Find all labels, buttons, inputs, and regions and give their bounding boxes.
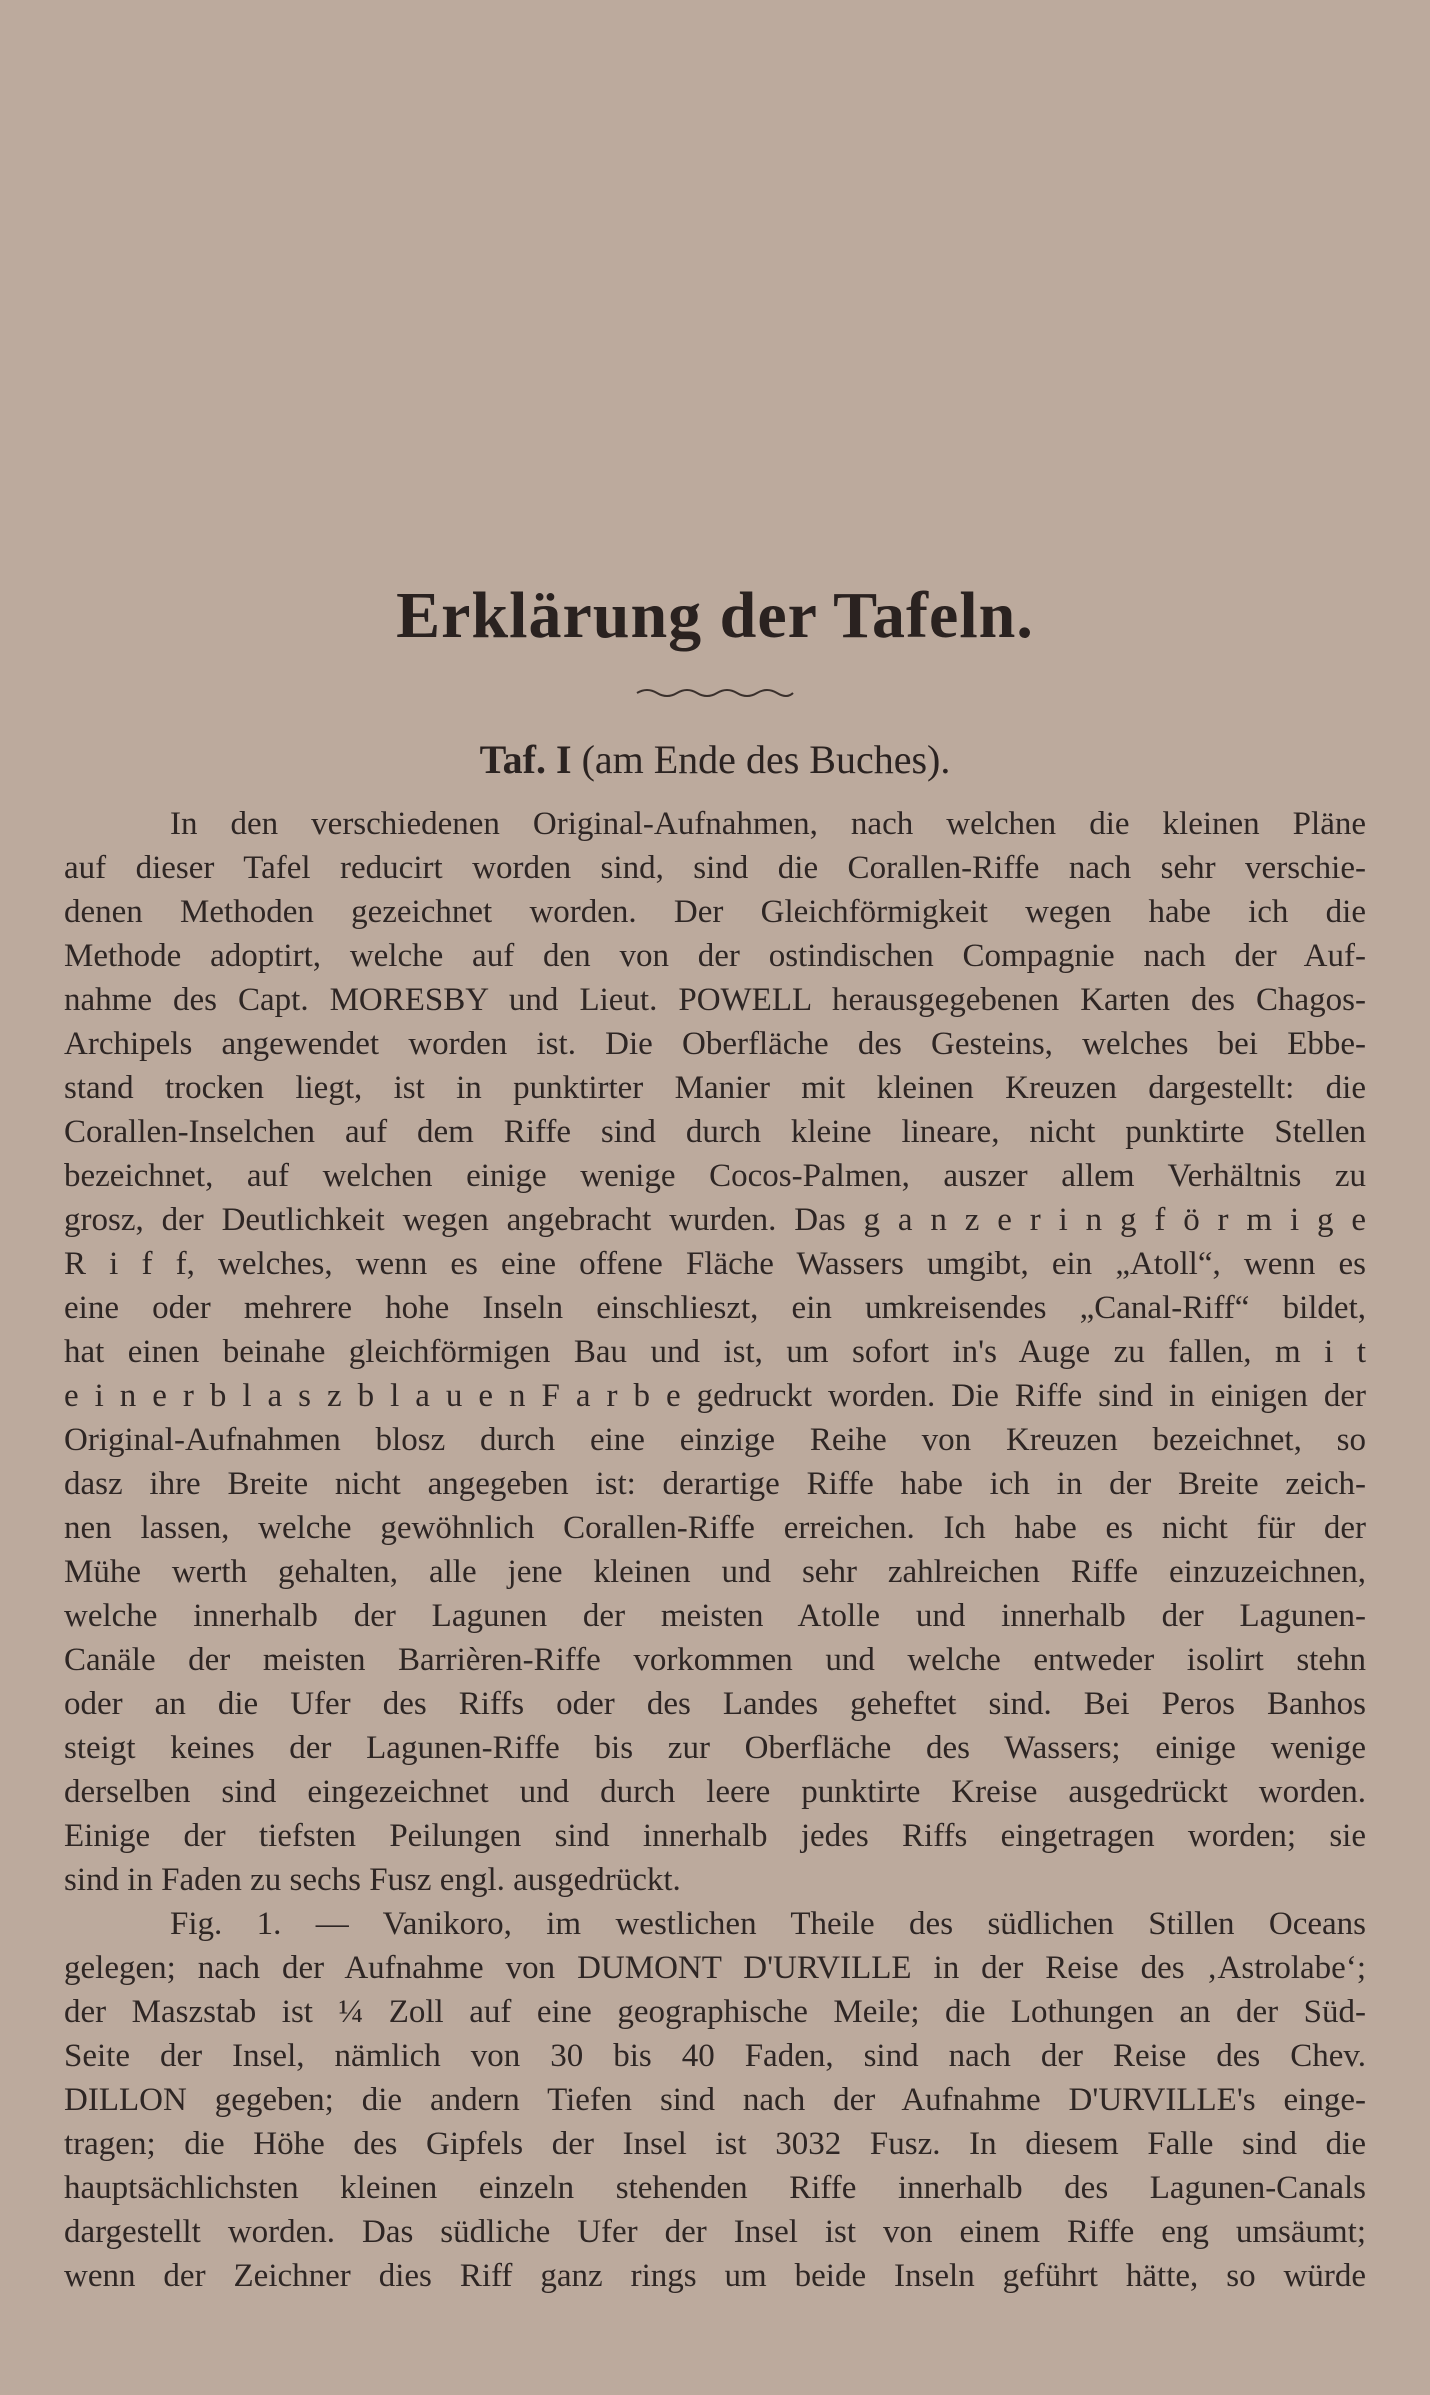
text-line: dargestellt worden. Das südliche Ufer der Insel ist von einem Riffe eng umsäumt; <box>64 2214 1366 2250</box>
text-line: oder an die Ufer des Riffs oder des Landes geheftet sind. Bei Peros Banhos <box>64 1686 1366 1722</box>
section-heading-label: Taf. I <box>479 737 572 782</box>
section-heading-note: (am Ende des Buches). <box>571 737 951 782</box>
text-line: tragen; die Höhe des Gipfels der Insel ist 3032 Fusz. In diesem Falle sind die <box>64 2126 1366 2162</box>
text-line: nen lassen, welche gewöhnlich Corallen-Riffe erreichen. Ich habe es nicht für der <box>64 1510 1366 1546</box>
text-line: Seite der Insel, nämlich von 30 bis 40 Faden, sind nach der Reise des Chev. <box>64 2038 1366 2074</box>
wavy-divider-icon <box>635 686 795 700</box>
text-line: e i n e r b l a s z b l a u e n F a r b e gedruckt worden. Die Riffe sind in einigen der <box>64 1378 1366 1414</box>
text-line: derselben sind eingezeichnet und durch leere punktirte Kreise ausgedrückt worden. <box>64 1774 1366 1810</box>
text-line: dasz ihre Breite nicht angegeben ist: derartige Riffe habe ich in der Breite zeich- <box>64 1466 1366 1502</box>
text-line: R i f f, welches, wenn es eine offene Fläche Wassers umgibt, ein „Atoll“, wenn es <box>64 1246 1366 1282</box>
text-line: auf dieser Tafel reducirt worden sind, sind die Corallen-Riffe nach sehr verschie- <box>64 850 1366 886</box>
text-line: Fig. 1. — Vanikoro, im westlichen Theile des südlichen Stillen Oceans <box>170 1906 1366 1942</box>
text-line: hauptsächlichsten kleinen einzeln stehenden Riffe innerhalb des Lagunen-Canals <box>64 2170 1366 2206</box>
page-title: Erklärung der Tafeln. <box>396 579 1034 652</box>
text-line: DILLON gegeben; die andern Tiefen sind nach der Aufnahme D'URVILLE's einge- <box>64 2082 1366 2118</box>
text-line: In den verschiedenen Original-Aufnahmen, nach welchen die kleinen Pläne <box>170 806 1366 842</box>
text-line: wenn der Zeichner dies Riff ganz rings um beide Inseln geführt hätte, so würde <box>64 2258 1366 2294</box>
title-ornament <box>0 685 1430 704</box>
text-line: steigt keines der Lagunen-Riffe bis zur Oberfläche des Wassers; einige wenige <box>64 1730 1366 1766</box>
text-line: sind in Faden zu sechs Fusz engl. ausgedrückt. <box>64 1862 681 1898</box>
text-line: stand trocken liegt, ist in punktirter Manier mit kleinen Kreuzen dargestellt: die <box>64 1070 1366 1106</box>
section-heading <box>0 736 1430 783</box>
text-line: Original-Aufnahmen blosz durch eine einzige Reihe von Kreuzen bezeichnet, so <box>64 1422 1366 1458</box>
text-line: welche innerhalb der Lagunen der meisten Atolle und innerhalb der Lagunen- <box>64 1598 1366 1634</box>
text-line: eine oder mehrere hohe Inseln einschlieszt, ein umkreisendes „Canal-Riff“ bildet, <box>64 1290 1366 1326</box>
text-line: bezeichnet, auf welchen einige wenige Cocos-Palmen, auszer allem Verhältnis zu <box>64 1158 1366 1194</box>
text-line: nahme des Capt. MORESBY und Lieut. POWELL herausgegebenen Karten des Chagos- <box>64 982 1366 1018</box>
text-line: grosz, der Deutlichkeit wegen angebracht wurden. Das g a n z e r i n g f ö r m i g e <box>64 1202 1366 1238</box>
text-line: denen Methoden gezeichnet worden. Der Gleichförmigkeit wegen habe ich die <box>64 894 1366 930</box>
text-line: der Maszstab ist ¼ Zoll auf eine geographische Meile; die Lothungen an der Süd- <box>64 1994 1366 2030</box>
text-line: Corallen-Inselchen auf dem Riffe sind durch kleine lineare, nicht punktirte Stellen <box>64 1114 1366 1150</box>
text-line: Einige der tiefsten Peilungen sind innerhalb jedes Riffs eingetragen worden; sie <box>64 1818 1366 1854</box>
text-line: hat einen beinahe gleichförmigen Bau und ist, um sofort in's Auge zu fallen, m i t <box>64 1334 1366 1370</box>
text-line: Canäle der meisten Barrièren-Riffe vorkommen und welche entweder isolirt stehn <box>64 1642 1366 1678</box>
text-line: Methode adoptirt, welche auf den von der ostindischen Compagnie nach der Auf- <box>64 938 1366 974</box>
text-line: gelegen; nach der Aufnahme von DUMONT D'URVILLE in der Reise des ‚Astrolabe‘; <box>64 1950 1366 1986</box>
text-line: Archipels angewendet worden ist. Die Oberfläche des Gesteins, welches bei Ebbe- <box>64 1026 1366 1062</box>
text-line: Mühe werth gehalten, alle jene kleinen und sehr zahlreichen Riffe einzuzeichnen, <box>64 1554 1366 1590</box>
